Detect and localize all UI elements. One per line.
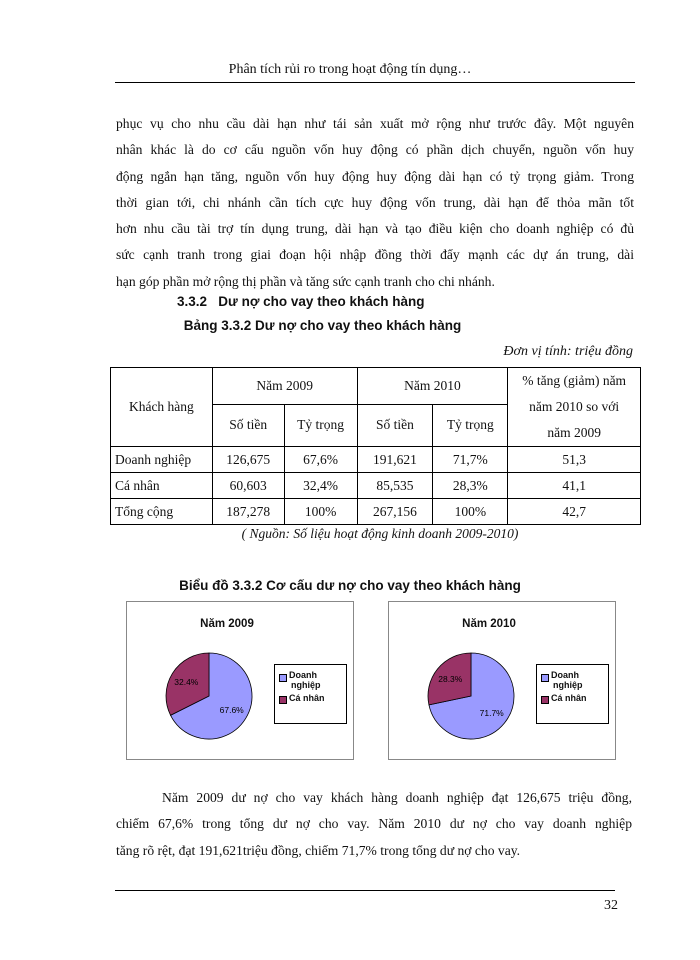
row-label: Cá nhân xyxy=(111,473,213,499)
legend-swatch-business xyxy=(541,674,549,682)
sub-amount-2009: Số tiền xyxy=(212,404,284,446)
paragraph-2 xyxy=(116,785,632,864)
cell-share-2009: 67,6% xyxy=(284,447,357,473)
pie-data-label: 32.4% xyxy=(174,676,199,687)
header-customer: Khách hàng xyxy=(111,368,213,447)
sub-amount-2010: Số tiền xyxy=(357,404,433,446)
legend-swatch-individual xyxy=(541,696,549,704)
table-unit: Đơn vị tính: triệu đồng xyxy=(503,344,633,359)
header-change xyxy=(508,368,641,447)
cell-amount-2010: 267,156 xyxy=(357,499,433,525)
table-caption xyxy=(0,318,700,333)
header-rule xyxy=(115,82,635,83)
credit-table xyxy=(110,367,641,525)
cell-amount-2009: 126,675 xyxy=(212,447,284,473)
paragraph-line: nhân khác là do cơ cấu nguồn vốn huy động có phần dịch chuyển, nguồn vốn huy xyxy=(116,142,634,158)
paragraph-line: Năm 2009 dư nợ cho vay khách hàng doanh nghiệp đạt 126,675 triệu đồng, xyxy=(162,790,632,805)
header-2009: Năm 2009 xyxy=(212,368,357,405)
header-change-line: năm 2010 so với xyxy=(529,399,620,414)
sub-share-2010: Tỷ trọng xyxy=(433,404,508,446)
cell-change: 41,1 xyxy=(508,473,641,499)
pie-chart-2009 xyxy=(126,601,354,760)
legend-swatch-individual xyxy=(279,696,287,704)
page-header: Phân tích rủi ro trong hoạt động tín dụng… xyxy=(228,62,472,77)
paragraph-1 xyxy=(116,111,634,295)
sub-share-2009: Tỷ trọng xyxy=(284,404,357,446)
section-number: 3.3.2 xyxy=(177,294,208,309)
cell-share-2010: 28,3% xyxy=(433,473,508,499)
footer-rule xyxy=(115,890,615,891)
legend-label: nghiệp xyxy=(553,680,583,690)
paragraph-line: tăng rõ rệt, đạt 191,621triệu đồng, chiếm 71,7% trong tổng dư nợ cho vay. xyxy=(116,842,521,858)
legend-label: nghiệp xyxy=(291,680,321,690)
pie-data-label: 67.6% xyxy=(219,705,244,716)
paragraph-line: sức cạnh tranh trong giai đoạn hội nhập đồng thời đẩy mạnh các dự án trung, dài xyxy=(116,247,634,263)
cell-change: 51,3 xyxy=(508,447,641,473)
paragraph-line: thời gian tới, chi nhánh cần tích cực huy động vốn trung, dài hạn để thỏa mãn tốt xyxy=(116,194,634,210)
pie-title: Năm 2010 xyxy=(462,618,516,630)
cell-share-2009: 100% xyxy=(284,499,357,525)
paragraph-line: động ngắn hạn tăng, nguồn vốn huy động huy động dài hạn có tỷ trọng giảm. Trong xyxy=(116,168,634,184)
pie-chart-2010 xyxy=(388,601,616,760)
legend-label: Cá nhân xyxy=(551,693,587,703)
table-row xyxy=(111,447,641,473)
legend-label: Doanh xyxy=(289,670,317,680)
header-2010: Năm 2010 xyxy=(357,368,508,405)
paragraph-line: hạn góp phần mở rộng thị phần và tăng sức cạnh tranh cho chi nhánh. xyxy=(116,273,495,289)
paragraph-line: chiếm 67,6% trong tổng dư nợ cho vay. Năm 2010 dư nợ cho vay doanh nghiệp xyxy=(116,816,632,832)
pie-legend xyxy=(274,664,347,724)
table-row xyxy=(111,473,641,499)
row-label: Doanh nghiệp xyxy=(111,447,213,473)
paragraph-line: phục vụ cho nhu cầu dài hạn như tái sản xuất mở rộng như trước đây. Một nguyên xyxy=(116,116,634,131)
table-caption-text: Bảng 3.3.2 Dư nợ cho vay theo khách hàng xyxy=(183,318,462,333)
cell-share-2009: 32,4% xyxy=(284,473,357,499)
row-label: Tổng cộng xyxy=(111,499,213,525)
table-source: ( Nguồn: Số liệu hoạt động kinh doanh 2009-2010) xyxy=(241,526,519,541)
cell-amount-2010: 191,621 xyxy=(357,447,433,473)
legend-label: Doanh xyxy=(551,670,579,680)
chart-caption: Biểu đồ 3.3.2 Cơ cấu dư nợ cho vay theo khách hàng xyxy=(179,578,521,593)
cell-amount-2009: 187,278 xyxy=(212,499,284,525)
pie-data-label: 28.3% xyxy=(438,674,463,685)
cell-change: 42,7 xyxy=(508,499,641,525)
legend-swatch-business xyxy=(279,674,287,682)
pie-title: Năm 2009 xyxy=(200,618,254,630)
section-heading xyxy=(177,294,424,309)
cell-amount-2009: 60,603 xyxy=(212,473,284,499)
pie-data-label: 71.7% xyxy=(479,707,504,718)
legend-label: Cá nhân xyxy=(289,693,325,703)
paragraph-line: hơn nhu cầu tài trợ tín dụng trung, dài hạn và tạo điều kiện cho doanh nghiệp có đủ xyxy=(116,221,634,237)
cell-amount-2010: 85,535 xyxy=(357,473,433,499)
section-title: Dư nợ cho vay theo khách hàng xyxy=(218,294,425,309)
cell-share-2010: 100% xyxy=(433,499,508,525)
cell-share-2010: 71,7% xyxy=(433,447,508,473)
header-change-line: % tăng (giảm) năm xyxy=(522,373,627,388)
page-number: 32 xyxy=(604,898,618,913)
pie-legend xyxy=(536,664,609,724)
header-change-line: năm 2009 xyxy=(547,425,601,440)
table-row xyxy=(111,499,641,525)
